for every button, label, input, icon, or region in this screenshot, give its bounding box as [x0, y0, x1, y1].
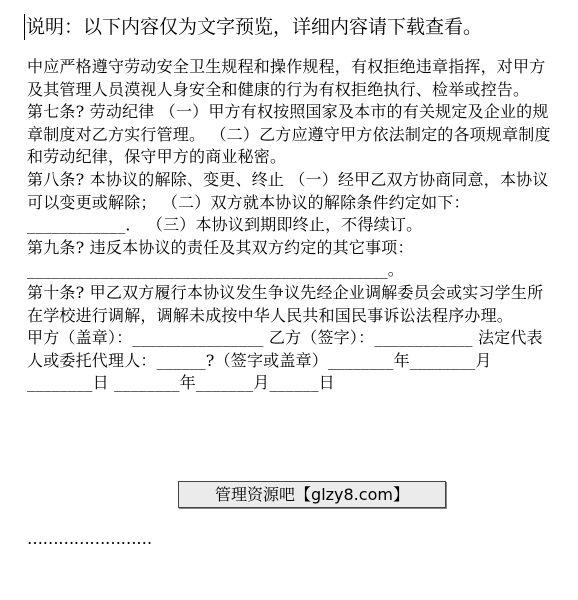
article-8-termination: 第八条? 本协议的解除、变更、终止 （一）经甲乙双方协商同意，本协议可以变更或解除； （二）双方就本协议的解除条件约定如下：____________． （三）本协议到期即终止，不得续订。 [27, 169, 549, 235]
ellipsis-dots: …………………… [27, 529, 152, 548]
article-10-disputes: 第十条? 甲乙双方履行本协议发生争议先经企业调解委员会或实习学生所在学校进行调解，调解未成按中华人民共和国民事诉讼法程序办理。 [27, 282, 544, 325]
site-watermark-banner: 管理资源吧【glzy8.com】 [178, 481, 446, 508]
article-7-labor-discipline: 第七条? 劳动纪律 （一）甲方有权按照国家及本市的有关规定及企业的规章制度对乙方实行管理。 （二）乙方应遵守甲方依法制定的各项规章制度和劳动纪律，保守甲方的商业秘密。 [27, 102, 551, 167]
signature-block: 甲方（盖章）：________________ 乙方（签字）：____________ 法定代表人或委托代理人：______?（签字或盖章）________年________月________日 ________年_______月______日 [27, 328, 543, 393]
preview-notice: 说明：以下内容仅为文字预览，详细内容请下载查看。 [24, 14, 576, 40]
paragraph-safety: 中应严格遵守劳动安全卫生规程和操作规程，有权拒绝违章指挥，对甲方及其管理人员漠视人身安全和健康的行为有权拒绝执行、检举或控告。 [27, 57, 546, 99]
article-9-liability: 第九条? 违反本协议的责任及其双方约定的其它事项：____________________________________________。 [27, 237, 414, 280]
document-body [27, 56, 555, 395]
